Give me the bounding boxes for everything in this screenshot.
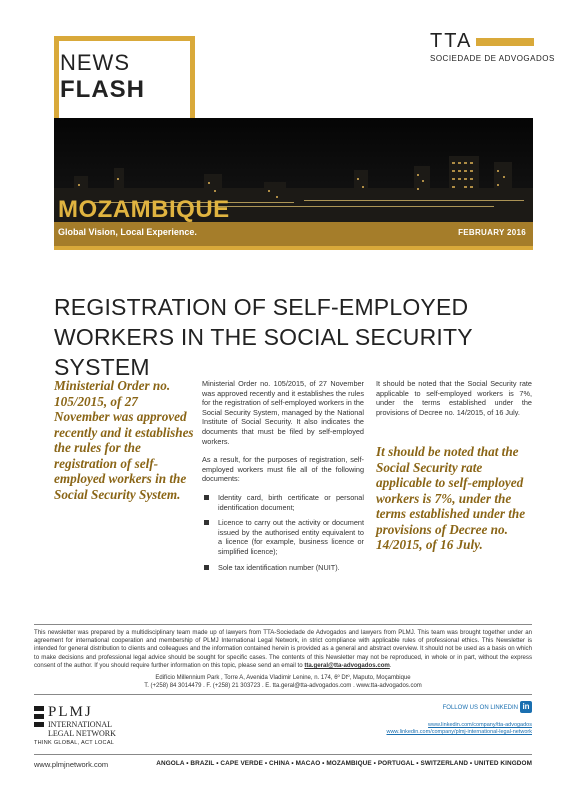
address-line-1: Edifício Millennium Park , Torre A, Avenida Vladimir Lenine, n. 174, 6º Dtº, Maputo, Moçambique	[155, 675, 411, 681]
tta-logo-subtitle: SOCIEDADE DE ADVOGADOS	[430, 54, 555, 63]
plmj-logo-mark	[34, 706, 44, 730]
list-item: Sole tax identification number (NUIT).	[202, 563, 364, 573]
website-link[interactable]: www.plmjnetwork.com	[34, 760, 109, 769]
pull-quote: It should be noted that the Social Security rate applicable to self-employed workers is 7%, under the terms established under the provisions of Decree no. 14/2015, of 16 July.	[376, 444, 526, 552]
address-line-2: T. (+258) 84 3014479 . F. (+258) 21 303723 . E. tta.geral@tta-advogados.com . www.tta-advogados.com	[144, 683, 422, 689]
body-paragraph-3: It should be noted that the Social Security rate applicable to self-employed workers is 7%, under the terms established under the provisions of Decree no. 14/2015, of 16 July.	[376, 379, 532, 417]
plmj-logo-name: PLMJ	[48, 704, 93, 720]
linkedin-tta-link[interactable]: www.linkedin.com/company/tta-advogados	[428, 722, 532, 728]
country-heading: MOZAMBIQUE	[58, 196, 230, 223]
article-title-line-1: REGISTRATION OF SELF-EMPLOYED	[54, 294, 469, 320]
flash-label: FLASH	[60, 76, 145, 103]
disclaimer-text: This newsletter was prepared by a multidisciplinary team made up of lawyers from TTA-Sociedade de Advogados and lawyers from PLMJ. This team was brought together under an agreement for international cooperation and membership of PLMJ International Legal Network, in strict compliance with applicable rules of professional ethics. This Newsletter is intended for general distribution to clients and colleagues and the information contained herein is provided as a general and abstract overview. It should not be used as a basis on which to make decisions and professional legal advice should be sought for specific cases. The contents of this Newsletter may not be reproduced, in whole or in part, without the express consent of the author. If you should require further information on this topic, please send an email to tta.geral@tta-advogados.com.	[34, 629, 532, 669]
lead-paragraph: Ministerial Order no. 105/2015, of 27 November was approved recently and it establishes the rules for the registration of self-employed workers in the Social Security System.	[54, 378, 194, 502]
linkedin-icon[interactable]: in	[520, 701, 532, 713]
footer-divider-top	[34, 624, 532, 625]
body-paragraph-1: Ministerial Order no. 105/2015, of 27 November was approved recently and it establishes the rules for the registration of self-employed workers in the Social Security System, managed by the National Institute of Social Security. It also indicates the documents that must be filed by self-employed workers.	[202, 379, 364, 446]
slogan: Global Vision, Local Experience.	[58, 227, 197, 237]
document-list	[202, 493, 364, 572]
article-title	[54, 292, 534, 382]
issue-date: FEBRUARY 2016	[458, 228, 526, 237]
plmj-tagline: THINK GLOBAL, ACT LOCAL	[34, 740, 115, 746]
list-item: Licence to carry out the activity or document issued by the authorised entity equivalent to a licence (for example, business licence or simplified licence);	[202, 518, 364, 556]
follow-linkedin-label: FOLLOW US ON LINKEDIN	[442, 705, 518, 711]
banner-gold-underline	[54, 246, 533, 250]
office-address	[34, 674, 532, 690]
footer-divider-bottom	[34, 694, 532, 695]
plmj-logo-line-1: INTERNATIONAL	[48, 720, 112, 729]
body-paragraph-2: As a result, for the purposes of registration, self-employed workers must file all of the following documents:	[202, 455, 364, 484]
countries-list: ANGOLA • BRAZIL • CAPE VERDE • CHINA • MACAO • MOZAMBIQUE • PORTUGAL • SWITZERLAND • UNITED KINGDOM	[156, 760, 532, 767]
plmj-logo-line-2: LEGAL NETWORK	[48, 729, 116, 738]
tta-logo-name: TTA	[430, 30, 473, 52]
body-column-middle	[202, 379, 364, 578]
list-item: Identity card, birth certificate or personal identification document;	[202, 493, 364, 512]
news-label: NEWS	[60, 50, 130, 75]
disclaimer-email-link[interactable]: tta.geral@tta-advogados.com	[304, 661, 390, 669]
disclaimer-body: This newsletter was prepared by a multidisciplinary team made up of lawyers from TTA-Sociedade de Advogados and lawyers from PLMJ. This team was brought together under an agreement for international cooperation and membership of PLMJ International Legal Network, in strict compliance with applicable rules of professional ethics. This Newsletter is intended for general distribution to clients and colleagues and the information contained herein is provided as a general and abstract overview. It should not be used as a basis on which to make decisions and professional legal advice should be sought for specific cases. The contents of this Newsletter may not be reproduced, in whole or in part, without the express consent of the author. If you should require further information on this topic, please send an email to	[34, 629, 532, 669]
footer-divider-final	[34, 754, 532, 755]
tta-logo-bar	[476, 38, 534, 46]
linkedin-plmj-link[interactable]: www.linkedin.com/company/plmj-international-legal-network	[386, 729, 532, 735]
article-title-line-2: WORKERS IN THE SOCIAL SECURITY SYSTEM	[54, 324, 473, 380]
